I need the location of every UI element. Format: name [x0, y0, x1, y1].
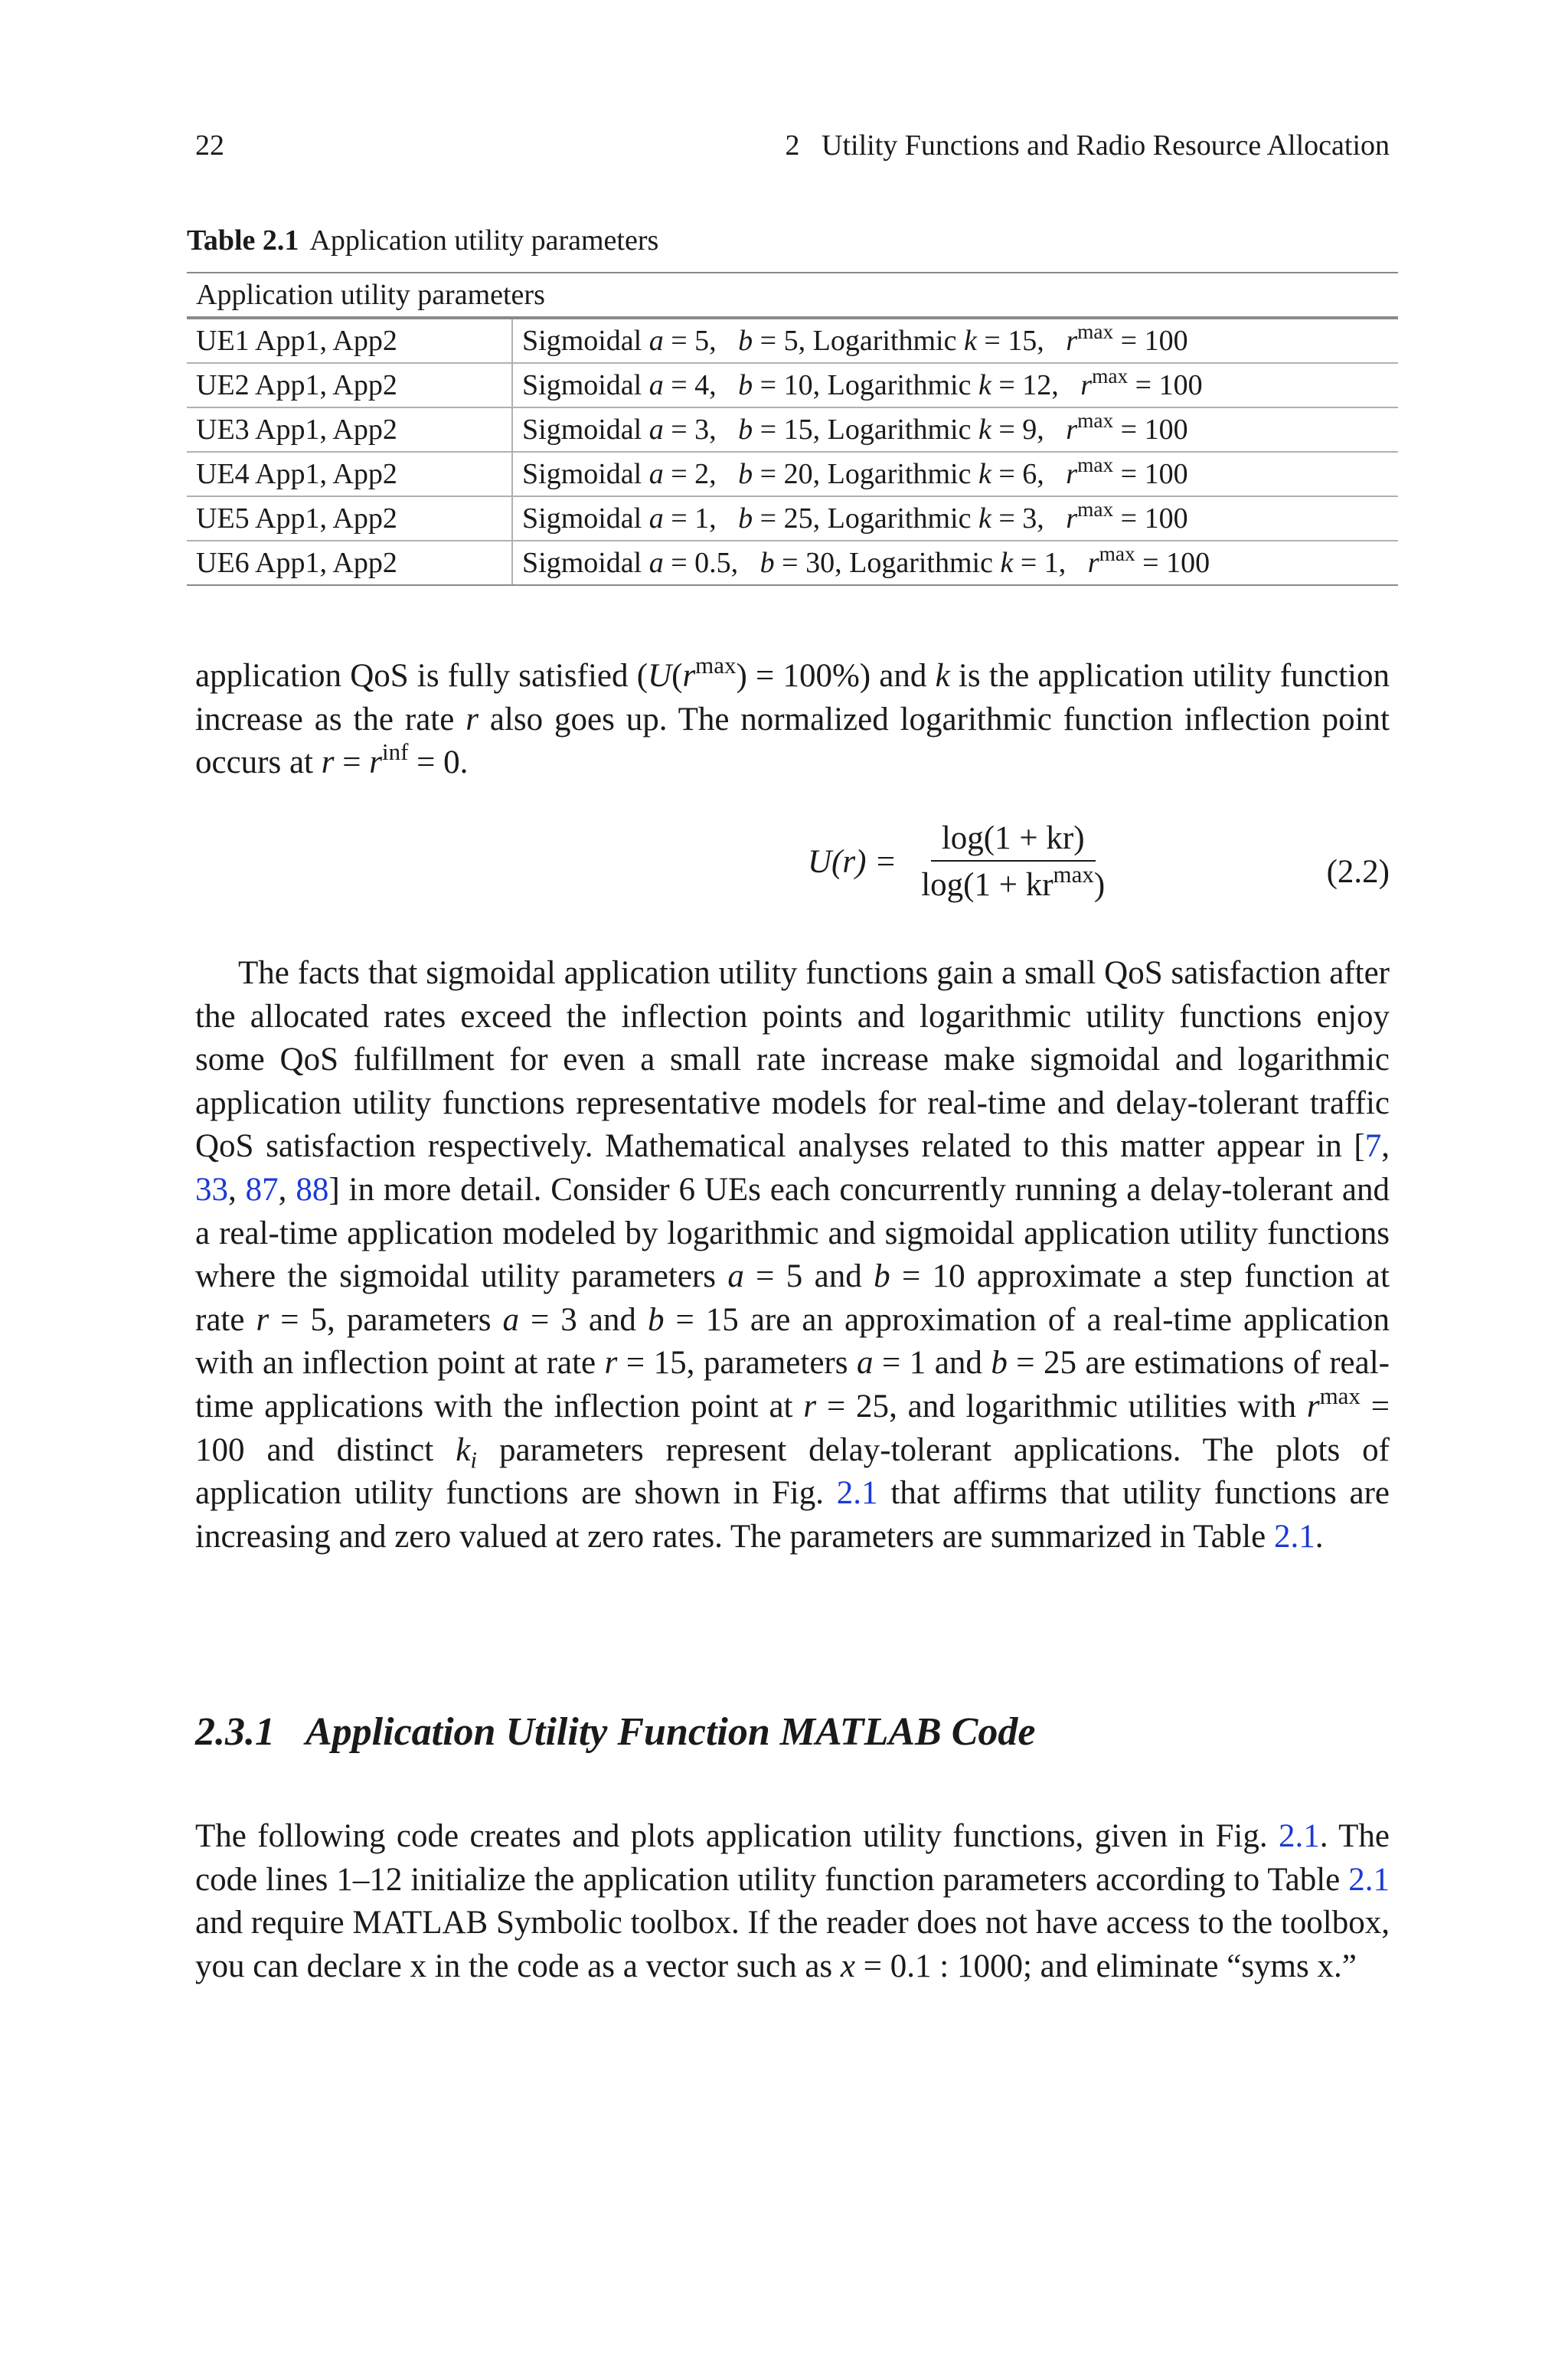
running-header — [195, 129, 1390, 165]
citation-link[interactable]: 88 — [296, 1171, 329, 1208]
ue-cell: UE1 App1, App2 — [187, 318, 512, 363]
table-link[interactable]: 2.1 — [1348, 1861, 1390, 1898]
equation-numerator: log(1 + kr) — [931, 819, 1096, 862]
citation-link[interactable]: 7 — [1364, 1128, 1382, 1165]
ue-cell: UE3 App1, App2 — [187, 407, 512, 452]
equation-lhs: U(r) = — [808, 843, 897, 880]
table-row — [187, 363, 1398, 407]
table-label: Table 2.1 — [187, 224, 299, 257]
citation-link[interactable]: 87 — [245, 1171, 279, 1208]
params-cell: Sigmoidal a = 4, b = 10, Logarithmic k = 12, $r^{max} = 100$ — [512, 363, 1398, 407]
table-row — [187, 318, 1398, 363]
params-cell: Sigmoidal a = 3, b = 15, Logarithmic k = 9, $r^{max} = 100$ — [512, 407, 1398, 452]
paragraph-matlab-code: The following code creates and plots application utility functions, given in Fig. 2.1. The code lines 1–12 initialize the application utility function parameters according to Table 2.1 and require MATLAB Symbolic toolbox. If the reader does not have access to the toolbox, you can declare x in the code as a vector such as x = 0.1 : 1000; and eliminate “syms x.” — [195, 1818, 1390, 1984]
table-row — [187, 496, 1398, 541]
table-row — [187, 452, 1398, 496]
table-header-cell: Application utility parameters — [187, 273, 1398, 318]
equation-denominator: $\log(1 + kr^{max})$ — [921, 860, 1106, 903]
citation-link[interactable]: 33 — [195, 1171, 228, 1208]
table-row — [187, 541, 1398, 585]
equation-body — [808, 819, 1116, 904]
params-cell: Sigmoidal a = 2, b = 20, Logarithmic k = 6, $r^{max} = 100$ — [512, 452, 1398, 496]
equation-2-2 — [195, 819, 1390, 927]
params-cell: Sigmoidal a = 1, b = 25, Logarithmic k = 3, $r^{max} = 100$ — [512, 496, 1398, 541]
section-heading — [195, 1709, 1390, 1755]
table-link[interactable]: 2.1 — [1273, 1518, 1315, 1555]
page-number: 22 — [195, 129, 224, 162]
figure-link[interactable]: 2.1 — [1279, 1818, 1320, 1854]
table-row — [187, 407, 1398, 452]
table-caption-text: Application utility parameters — [309, 224, 659, 257]
chapter-title: 2 Utility Functions and Radio Resource Allocation — [785, 129, 1390, 162]
params-cell: Sigmoidal a = 5, b = 5, Logarithmic k = 15, $r^{max} = 100$ — [512, 318, 1398, 363]
section-number: 2.3.1 — [195, 1710, 275, 1754]
application-utility-table — [187, 272, 1398, 586]
equation-number: (2.2) — [1326, 854, 1390, 890]
ue-cell: UE4 App1, App2 — [187, 452, 512, 496]
table-header-row — [187, 273, 1398, 318]
paragraph-qos: application QoS is fully satisfied $(U(r^{max}) = 100\%)$ and k is the application utility function increase as the rate r also goes up. The normalized logarithmic function inflection point occurs at $r = r^{inf} = 0$. — [195, 651, 1390, 781]
params-cell: Sigmoidal a = 0.5, b = 30, Logarithmic k = 1, $r^{max} = 100$ — [512, 541, 1398, 585]
equation-fraction — [910, 819, 1116, 904]
section-title-text: Application Utility Function MATLAB Code — [305, 1710, 1036, 1754]
ue-cell: UE6 App1, App2 — [187, 541, 512, 585]
ue-cell: UE5 App1, App2 — [187, 496, 512, 541]
figure-link[interactable]: 2.1 — [836, 1475, 878, 1512]
ue-cell: UE2 App1, App2 — [187, 363, 512, 407]
table-caption — [187, 224, 658, 257]
paragraph-sigmoidal: The facts that sigmoidal application utility functions gain a small QoS satisfaction after the allocated rates exceed the inflection points and logarithmic utility functions enjoy some QoS fulfillment for even a small rate increase make sigmoidal and logarithmic application utility functions representative models for real-time and delay-tolerant traffic QoS satisfaction respectively. Mathematical analyses related to this matter appear in [7, 33, 87, 88] in more detail. Consider 6 UEs each concurrently running a delay-tolerant and a real-time application modeled by logarithmic and sigmoidal application utility functions where the sigmoidal utility parameters a = 5 and b = 10 approximate a step function at rate r = 5, parameters a = 3 and b = 15 are an approximation of a real-time application with an inflection point at rate r = 15, parameters a = 1 and b = 25 are estimations of real-time applications with the inflection point at r = 25, and logarithmic utilities with $r^{max} = 100$ and distinct $k_i$ parameters represent delay-tolerant applications. The plots of application utility functions are shown in Fig. 2.1 that affirms that utility functions are increasing and zero valued at zero rates. The parameters are summarized in Table 2.1. — [195, 955, 1390, 1555]
